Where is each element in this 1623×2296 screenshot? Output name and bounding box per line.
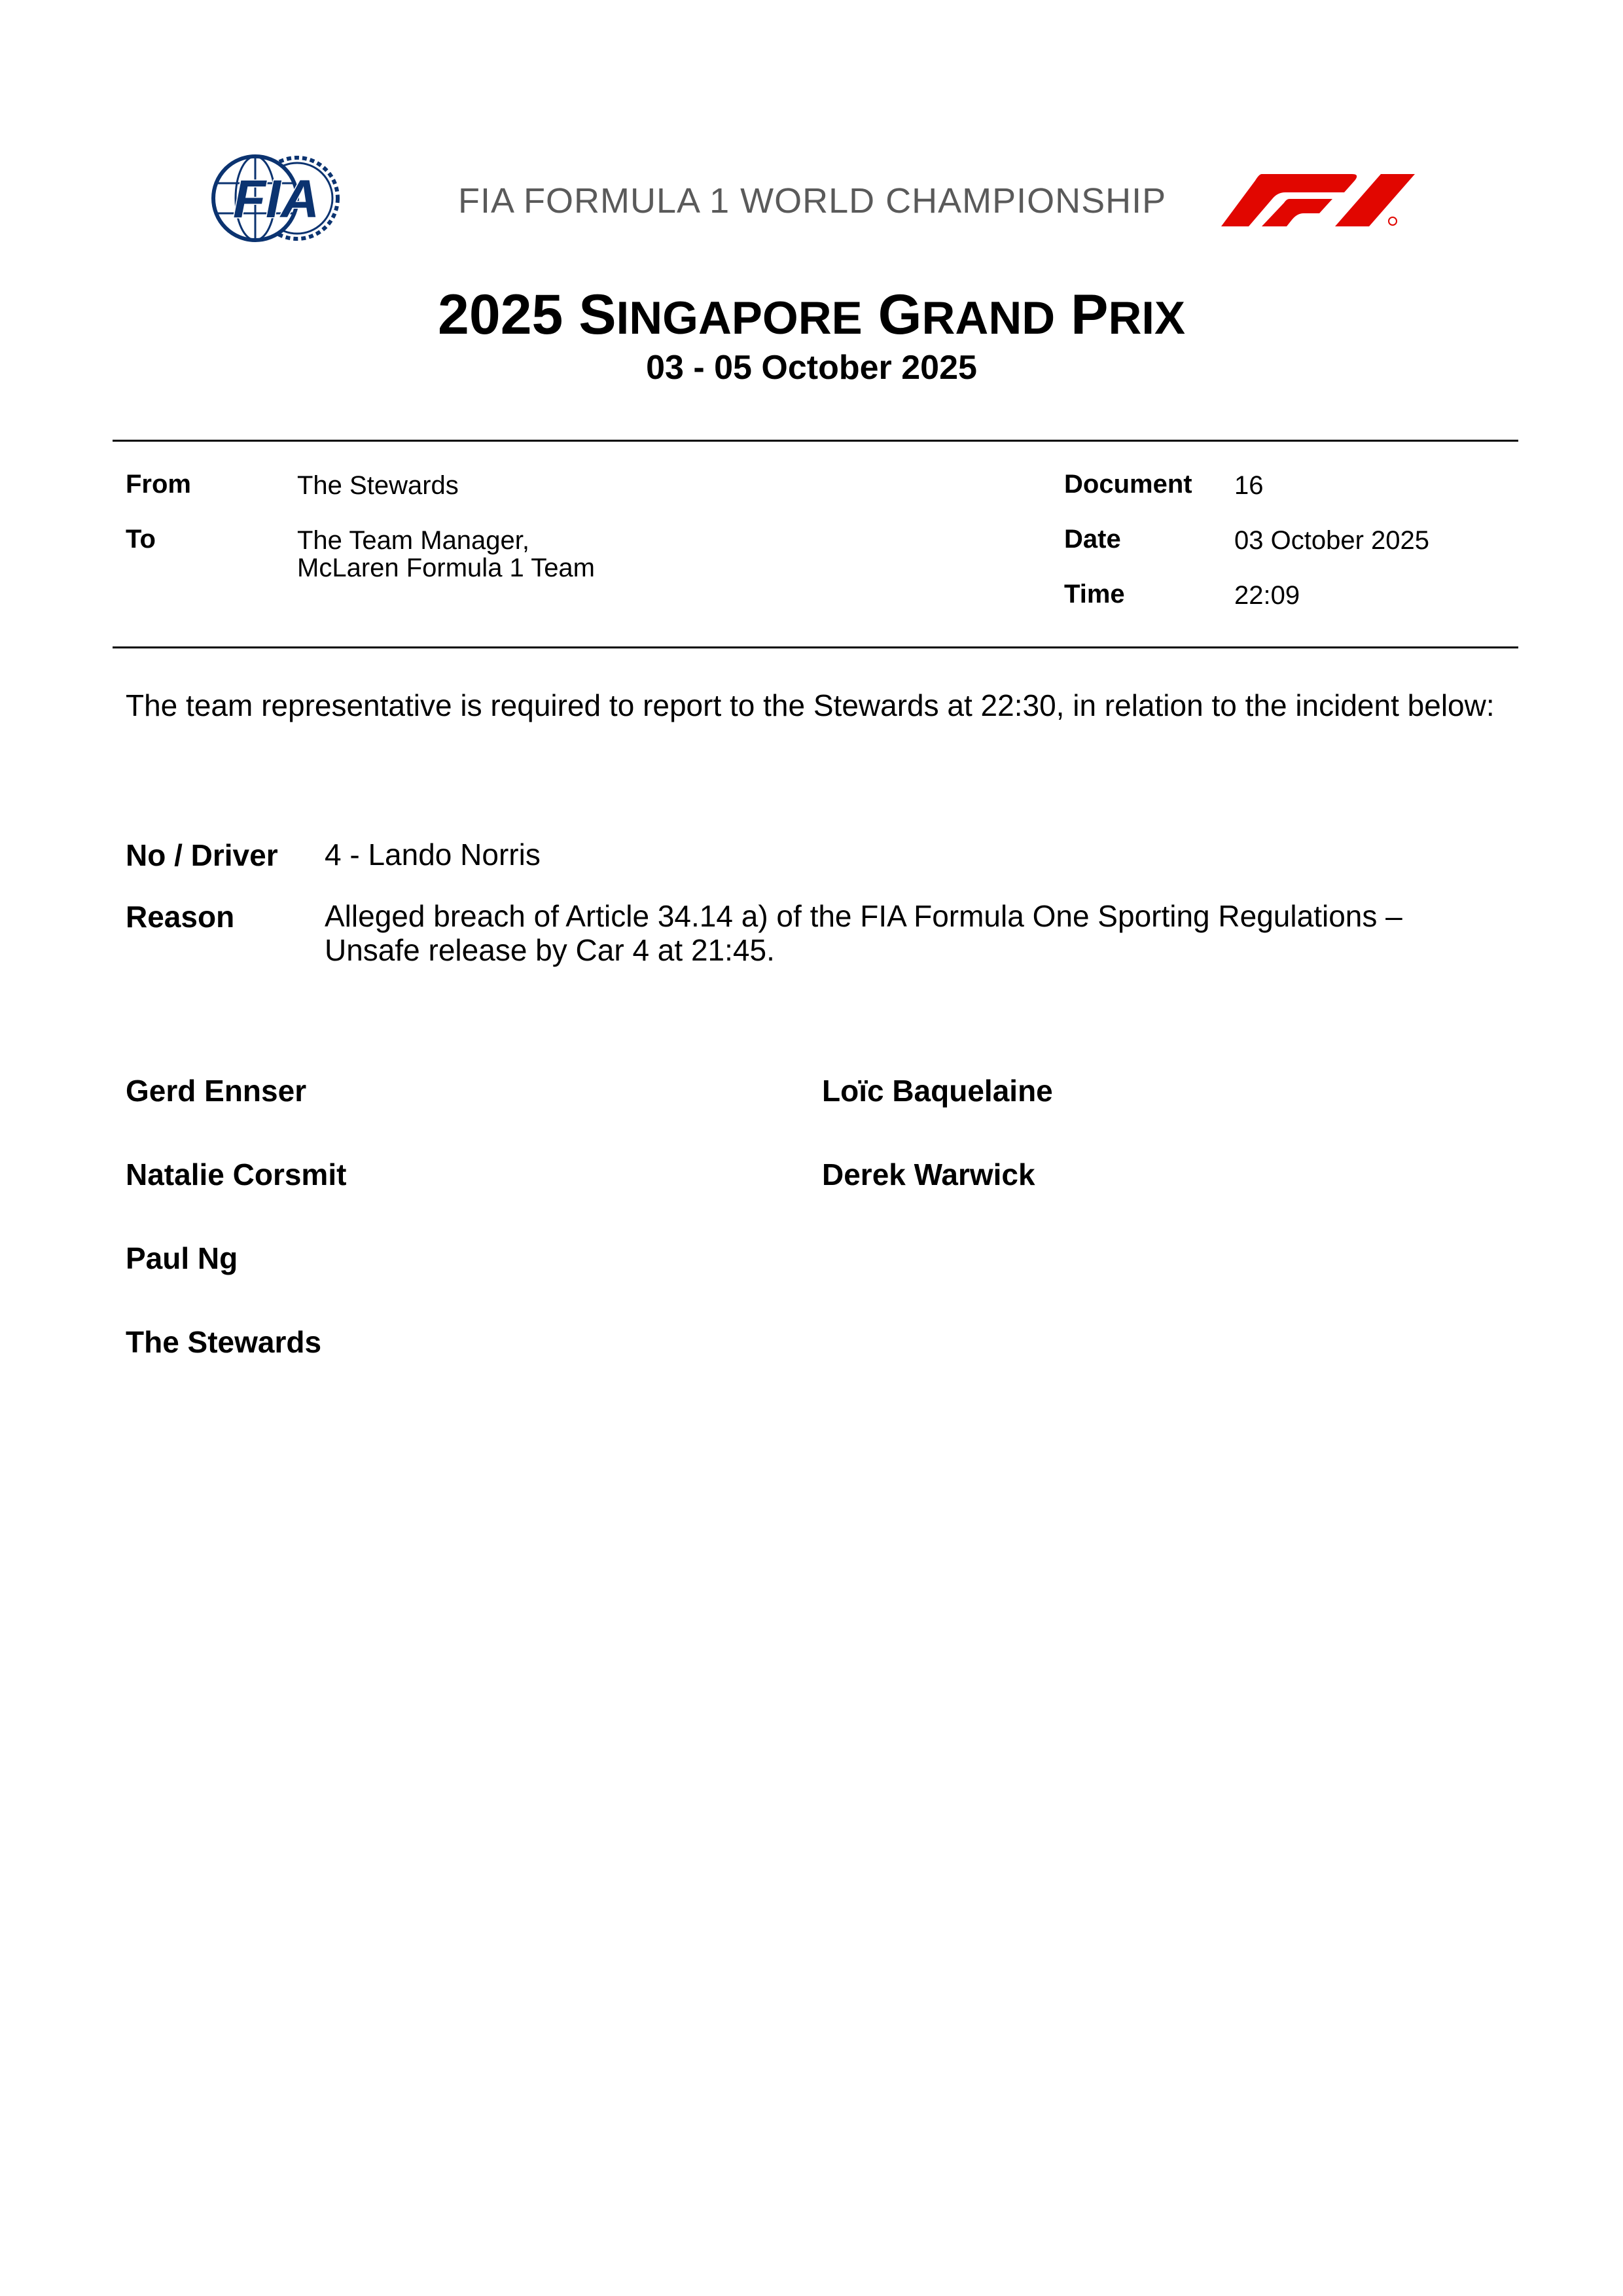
title-initial: G xyxy=(878,283,922,346)
steward-name: Paul Ng xyxy=(126,1241,238,1275)
from-label: From xyxy=(126,470,191,499)
from-value: The Stewards xyxy=(297,471,459,500)
title-rest: RIX xyxy=(1108,292,1185,344)
date-value: 03 October 2025 xyxy=(1234,526,1429,555)
title-rest: INGAPORE xyxy=(616,292,863,344)
divider xyxy=(113,440,1518,442)
steward-name: Natalie Corsmit xyxy=(126,1157,347,1192)
event-title xyxy=(0,283,1623,347)
championship-title: FIA FORMULA 1 WORLD CHAMPIONSHIP xyxy=(458,181,1167,221)
document-label: Document xyxy=(1064,470,1192,499)
fia-logo xyxy=(208,152,344,245)
to-label: To xyxy=(126,525,156,554)
f1-logo xyxy=(1221,171,1418,226)
fia-logo-text: FIA xyxy=(232,169,320,229)
driver-label: No / Driver xyxy=(126,838,278,872)
title-initial: S xyxy=(579,283,616,346)
reason-label: Reason xyxy=(126,900,235,934)
to-value-line2: McLaren Formula 1 Team xyxy=(297,554,595,582)
divider xyxy=(113,646,1518,648)
steward-name: Gerd Ennser xyxy=(126,1074,307,1108)
time-value: 22:09 xyxy=(1234,581,1300,610)
title-initial: P xyxy=(1071,283,1109,346)
to-value-line1: The Team Manager, xyxy=(297,526,530,555)
date-label: Date xyxy=(1064,525,1121,554)
reason-value: Alleged breach of Article 34.14 a) of the FIA Formula One Sporting Regulations – Unsafe release by Car 4 at 21:45. xyxy=(325,899,1402,967)
title-rest: RAND xyxy=(921,292,1056,344)
steward-name: Derek Warwick xyxy=(822,1157,1035,1192)
driver-value: 4 - Lando Norris xyxy=(325,838,541,872)
intro-text: The team representative is required to report to the Stewards at 22:30, in relation to the incident below: xyxy=(126,688,1495,722)
event-dates: 03 - 05 October 2025 xyxy=(646,349,977,387)
steward-name: Loïc Baquelaine xyxy=(822,1074,1053,1108)
event-title-year: 2025 xyxy=(438,283,563,346)
time-label: Time xyxy=(1064,580,1125,609)
stewards-signature: The Stewards xyxy=(126,1325,322,1359)
document-value: 16 xyxy=(1234,471,1264,500)
